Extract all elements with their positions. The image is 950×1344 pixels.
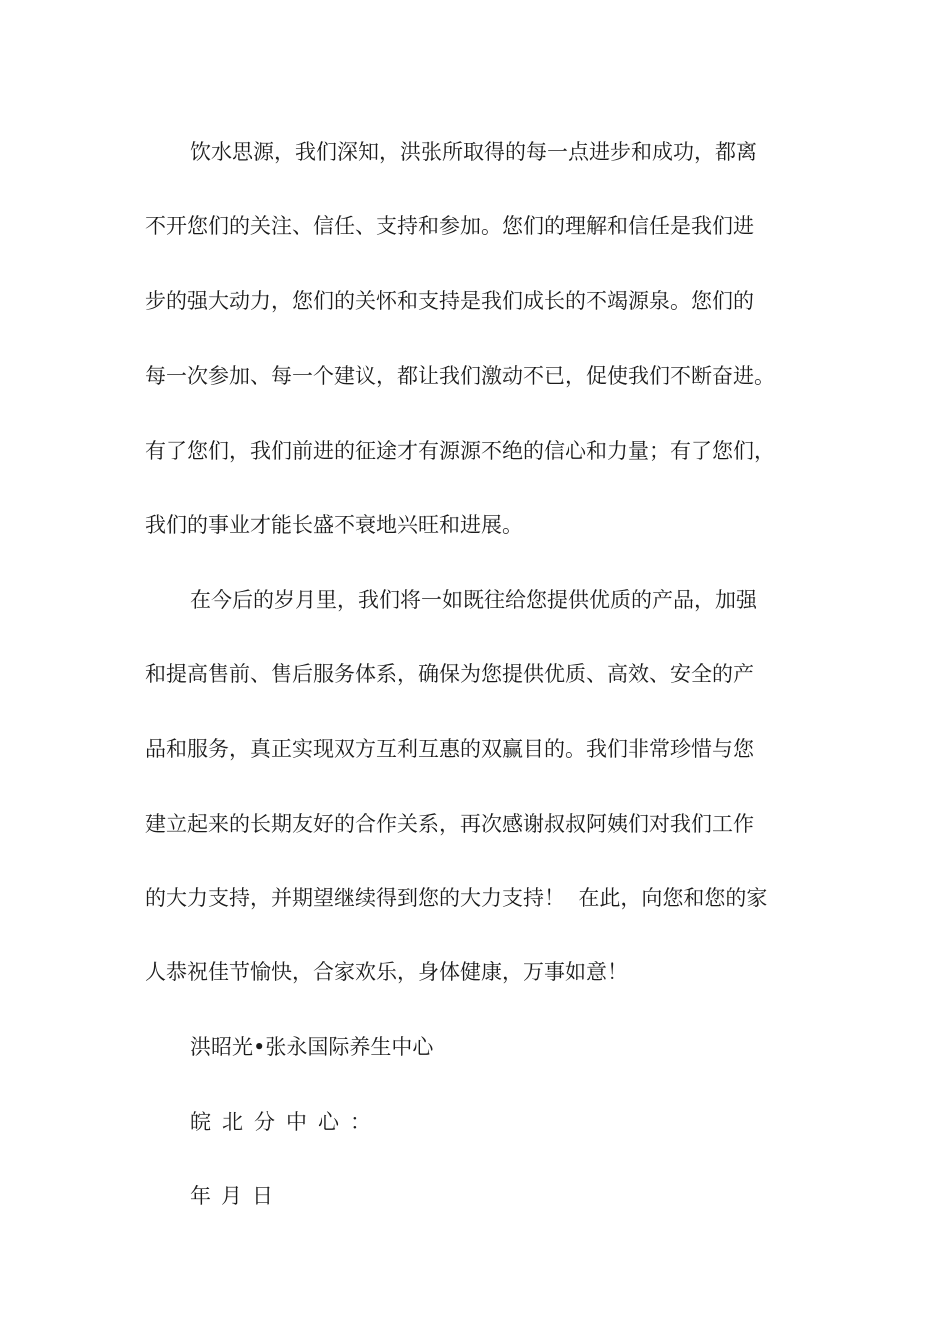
paragraph1-line5: 有了您们，我们前进的征途才有源源不绝的信心和力量；有了您们， [145,439,775,463]
paragraph1-line2: 不开您们的关注、信任、支持和参加。您们的理解和信任是我们进 [145,214,754,238]
paragraph1-line4: 每一次参加、每一个建议，都让我们激动不已，促使我们不断奋进。 [145,364,775,388]
signature-date: 年月日 [190,1184,283,1208]
paragraph1-line6: 我们的事业才能长盛不衰地兴旺和进展。 [145,513,523,537]
paragraph2-line4: 建立起来的长期友好的合作关系，再次感谢叔叔阿姨们对我们工作 [145,812,754,836]
paragraph2-line3: 品和服务，真正实现双方互利互惠的双赢目的。我们非常珍惜与您 [145,737,754,761]
paragraph2-line6: 人恭祝佳节愉快，合家欢乐，身体健康，万事如意！ [145,960,628,984]
paragraph1-line1: 饮水思源，我们深知，洪张所取得的每一点进步和成功，都离 [190,140,757,164]
paragraph2-line1: 在今后的岁月里，我们将一如既往给您提供优质的产品，加强 [190,588,757,612]
signature-branch: 皖北分中心： [190,1110,382,1134]
paragraph2-line2: 和提高售前、售后服务体系，确保为您提供优质、高效、安全的产 [145,662,754,686]
paragraph1-line3: 步的强大动力，您们的关怀和支持是我们成长的不竭源泉。您们的 [145,289,754,313]
signature-organization: 洪昭光•张永国际养生中心 [190,1035,434,1059]
paragraph2-line5: 的大力支持，并期望继续得到您的大力支持！ 在此，向您和您的家 [145,886,768,910]
